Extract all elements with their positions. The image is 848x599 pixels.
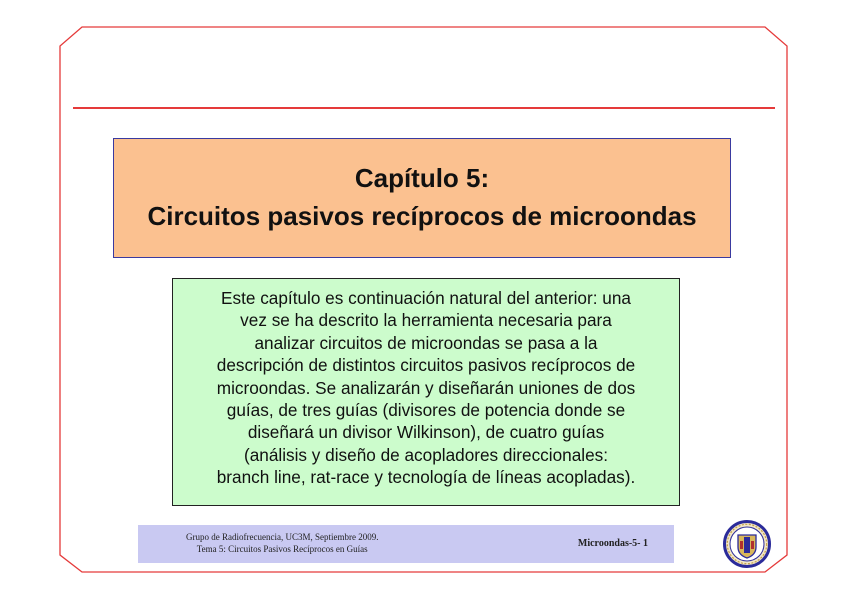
summary-line: vez se ha descrito la herramienta necesaria para bbox=[240, 310, 612, 331]
footer-credits bbox=[186, 531, 378, 555]
summary-line: (análisis y diseño de acopladores direccionales: bbox=[243, 444, 608, 465]
summary-line: descripción de distintos circuitos pasivos recíprocos de bbox=[216, 355, 636, 376]
summary-line: analizar circuitos de microondas se pasa a la bbox=[254, 332, 598, 353]
chapter-number: Capítulo 5: bbox=[354, 163, 490, 193]
summary-line: microondas. Se analizarán y diseñarán uniones de dos bbox=[216, 377, 636, 398]
chapter-summary-box bbox=[172, 278, 680, 506]
chapter-title: Circuitos pasivos recíprocos de microondas bbox=[147, 201, 697, 231]
university-seal-icon bbox=[723, 520, 771, 568]
header-divider bbox=[73, 107, 775, 109]
summary-line: Este capítulo es continuación natural del anterior: una bbox=[221, 288, 631, 308]
summary-line: branch line, rat-race y tecnología de líneas acopladas). bbox=[216, 467, 636, 488]
chapter-title-box bbox=[113, 138, 731, 258]
footer-topic-text: Tema 5: Circuitos Pasivos Recíprocos en Guías bbox=[196, 544, 368, 554]
footer-bar bbox=[138, 525, 674, 563]
footer-group-text: Grupo de Radiofrecuencia, UC3M, Septiembre 2009. bbox=[186, 532, 379, 542]
summary-line: diseñará un divisor Wilkinson), de cuatro guías bbox=[247, 422, 605, 443]
summary-line: guías, de tres guías (divisores de potencia donde se bbox=[226, 400, 626, 421]
slide-number: Microondas-5- 1 bbox=[577, 538, 648, 549]
